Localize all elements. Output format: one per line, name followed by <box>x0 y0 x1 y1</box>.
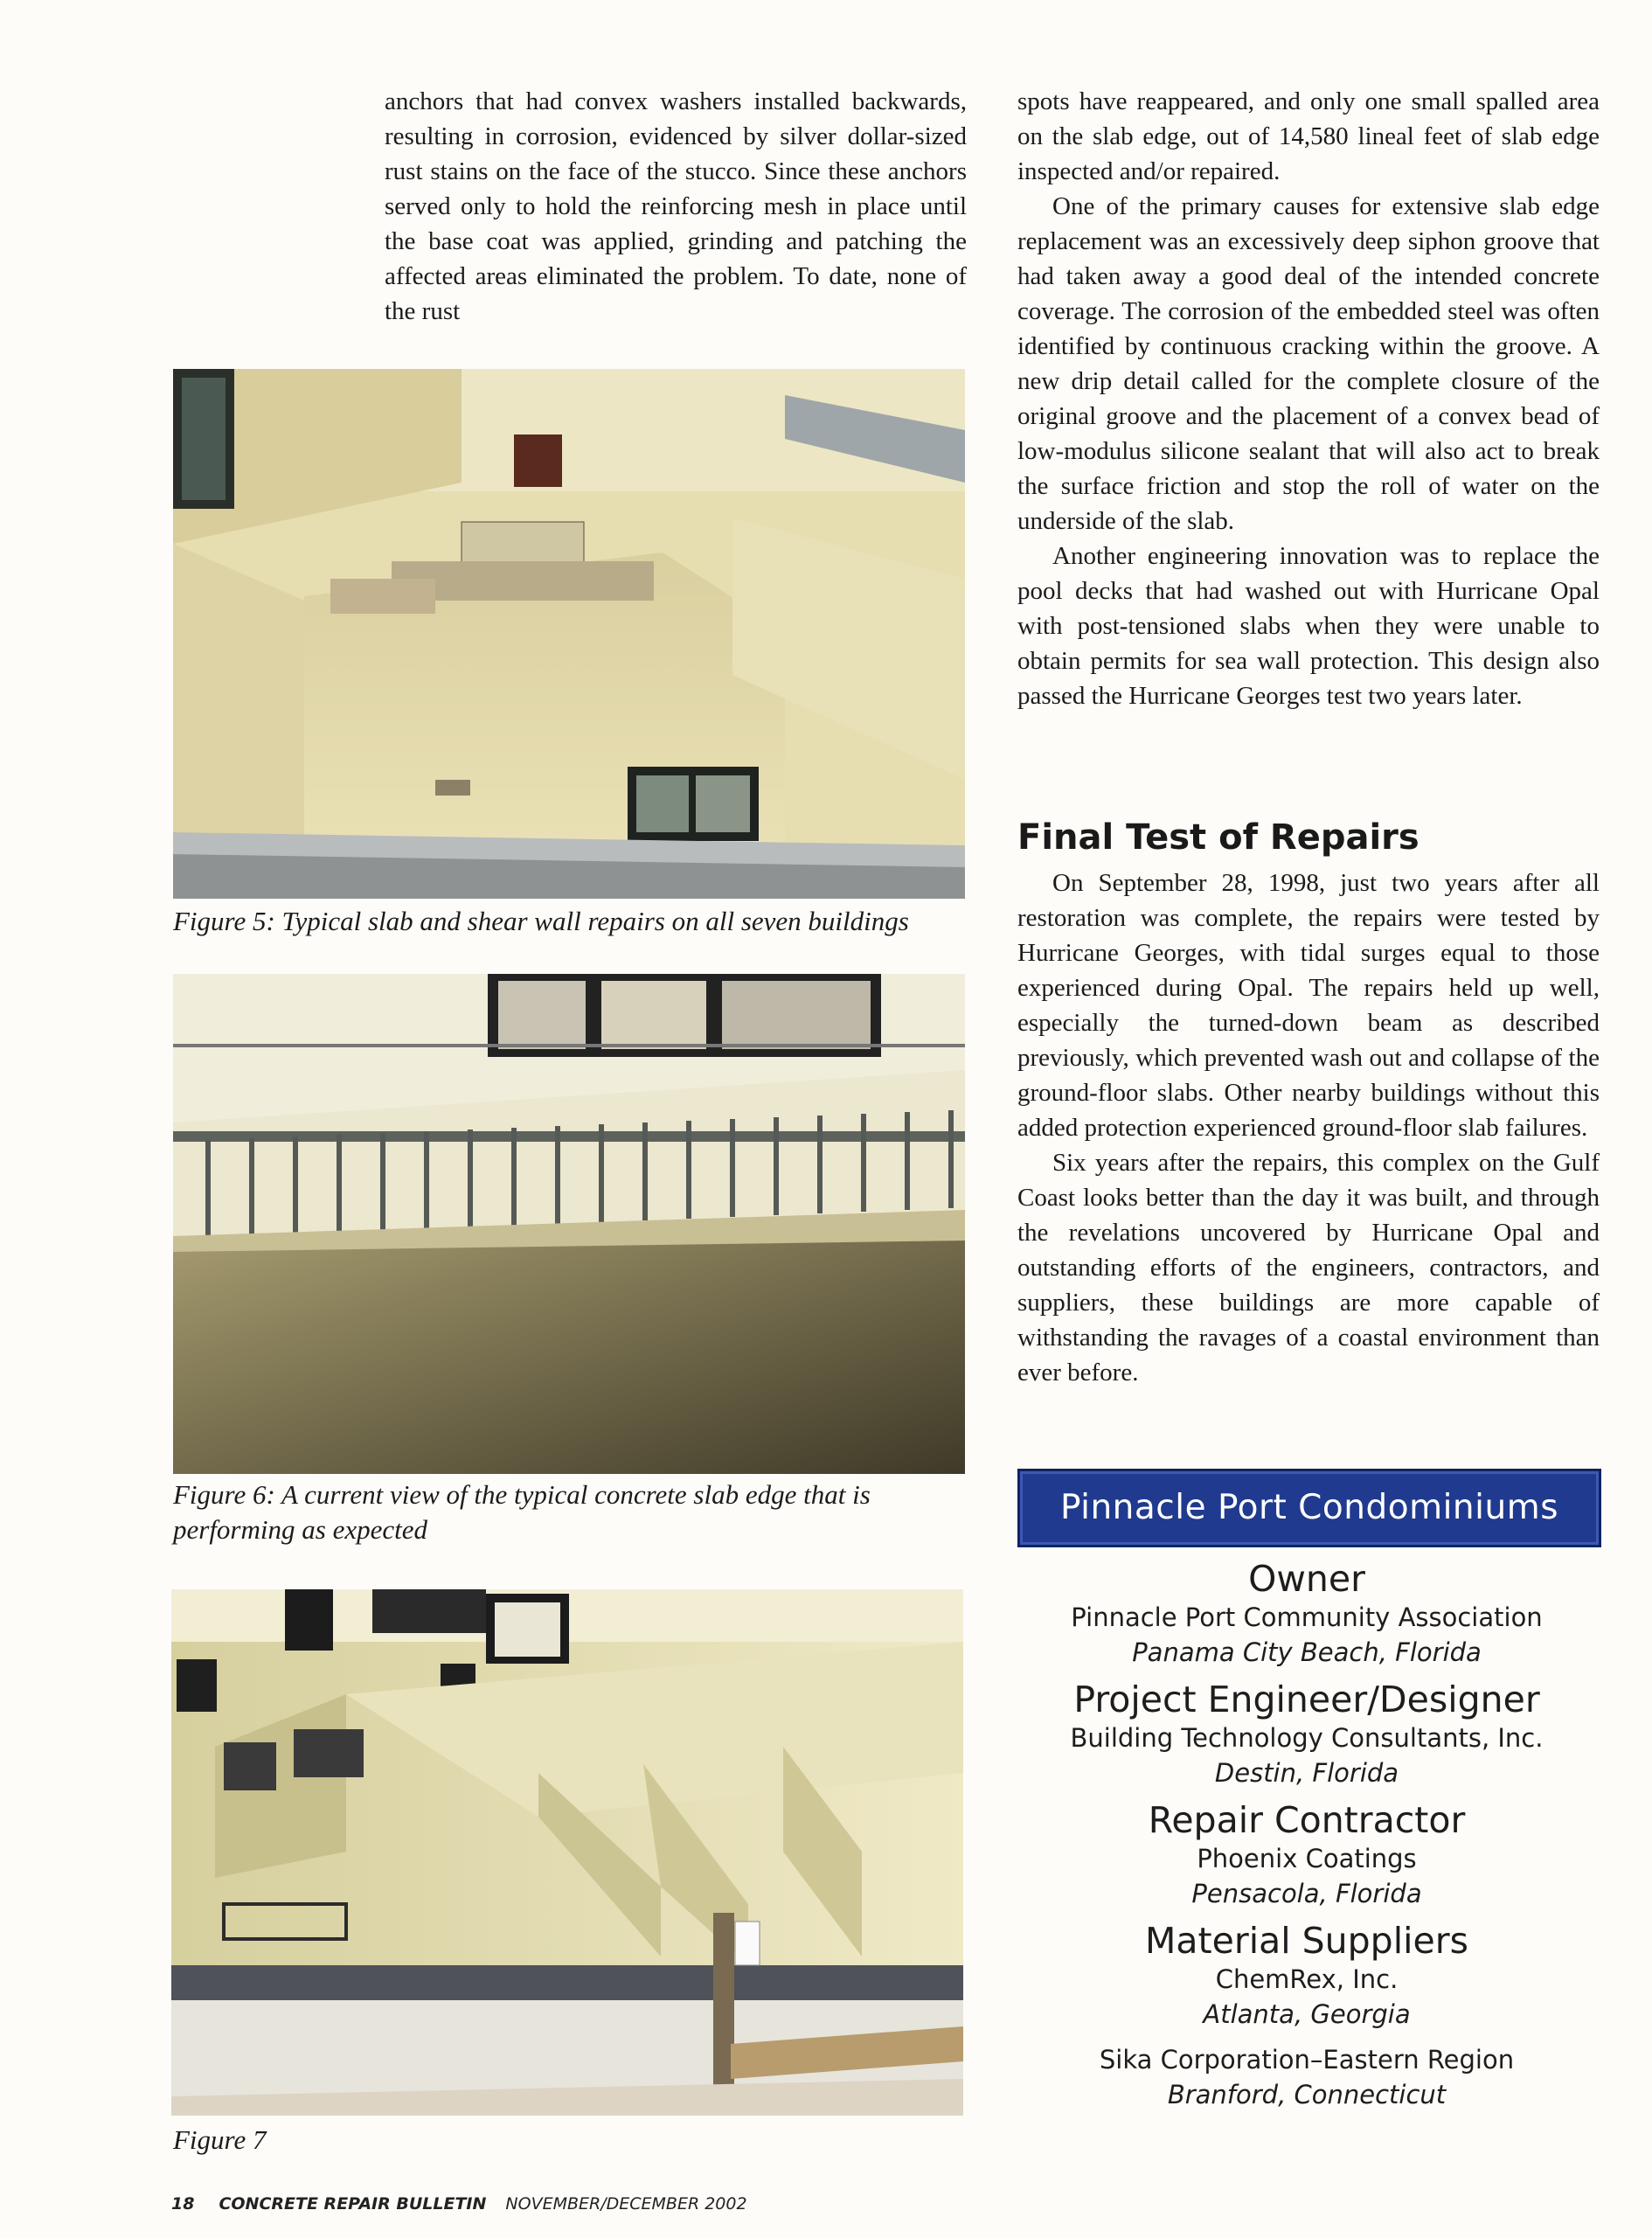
section-heading: Final Test of Repairs <box>1017 817 1419 858</box>
figure-6-caption: Figure 6: A current view of the typical concrete slab edge that is performing as expected <box>173 1479 871 1545</box>
figure-5-caption: Figure 5: Typical slab and shear wall repairs on all seven buildings <box>173 906 909 936</box>
paragraph-2: One of the primary causes for extensive slab edge replacement was an excessively deep siphon groove that had taken away a good deal of the intended concrete coverage. The corrosion of the embedded steel was often identified by continuous cracking within the groove. A new drip detail called for the complete closure of the original groove and the placement of a convex bead of low-modulus silicone sealant that will also act to break the surface friction and stop the roll of water on the underside of the slab. <box>1017 192 1600 535</box>
right-column-text <box>1017 84 1600 713</box>
paragraph-4: On September 28, 1998, just two years after all restoration was complete, the repairs were tested by Hurricane Georges, with tidal surges equal to those experienced during Opal. The repairs held up well, especially the turned-down beam as described previously, which prevented wash out and collapse of the ground-floor slabs. Other nearby buildings without this added protection experienced ground-floor slab failures. <box>1017 869 1600 1142</box>
owner-role: Owner <box>1248 1558 1365 1600</box>
intro-paragraph <box>385 84 967 329</box>
figure-7-caption: Figure 7 <box>173 2124 267 2155</box>
suppliers-block <box>1017 1920 1596 2112</box>
owner-location: Panama City Beach, Florida <box>1132 1637 1482 1667</box>
figure-7-photo <box>171 1589 963 2116</box>
supplier-1-location: Atlanta, Georgia <box>1203 1999 1411 2029</box>
contractor-location: Pensacola, Florida <box>1191 1879 1422 1908</box>
figure-5-photo <box>173 369 965 899</box>
page-number: 18 <box>171 2194 195 2214</box>
engineer-role: Project Engineer/Designer <box>1073 1678 1540 1720</box>
project-credits <box>1017 1558 1596 2121</box>
right-column-text-2 <box>1017 865 1600 1390</box>
issue-date: NOVEMBER/DECEMBER 2002 <box>505 2194 747 2214</box>
intro-text: anchors that had convex washers installed backwards, resulting in corrosion, evidenced by silver dollar-sized rust stains on the face of the stucco. Since these anchors served only to hold the reinforcing mesh in place until the base coat was applied, grinding and patching the affected areas eliminated the problem. To date, none of the rust <box>385 87 967 325</box>
project-title-banner: Pinnacle Port Condominiums <box>1017 1469 1601 1547</box>
suppliers-role: Material Suppliers <box>1145 1920 1468 1962</box>
contractor-block <box>1017 1799 1596 1911</box>
page-footer <box>171 2194 1045 2214</box>
supplier-1-org: ChemRex, Inc. <box>1215 1964 1399 1994</box>
paragraph-5: Six years after the repairs, this complex on the Gulf Coast looks better than the day it was built, and through the revelations uncovered by Hurricane Opal and outstanding efforts of the engineers, contractors, and suppliers, these buildings are more capable of withstanding the ravages of a coastal environment than ever before. <box>1017 1149 1600 1387</box>
figure-6-photo <box>173 974 965 1474</box>
engineer-org: Building Technology Consultants, Inc. <box>1070 1723 1544 1753</box>
paragraph-1: spots have reappeared, and only one small spalled area on the slab edge, out of 14,580 lineal feet of slab edge inspected and/or repaired. <box>1017 87 1600 185</box>
engineer-block <box>1017 1678 1596 1790</box>
engineer-location: Destin, Florida <box>1214 1758 1399 1788</box>
supplier-2-location: Branford, Connecticut <box>1167 2080 1447 2109</box>
owner-org: Pinnacle Port Community Association <box>1071 1602 1543 1632</box>
magazine-title: CONCRETE REPAIR BULLETIN <box>219 2194 487 2214</box>
contractor-org: Phoenix Coatings <box>1197 1844 1417 1873</box>
owner-block <box>1017 1558 1596 1670</box>
supplier-2-org: Sika Corporation–Eastern Region <box>1099 2045 1515 2075</box>
paragraph-3: Another engineering innovation was to replace the pool decks that had washed out with Hurricane Opal with post-tensioned slabs when they were unable to obtain permits for sea wall protection. This design also passed the Hurricane Georges test two years later. <box>1017 542 1600 710</box>
contractor-role: Repair Contractor <box>1148 1799 1466 1841</box>
